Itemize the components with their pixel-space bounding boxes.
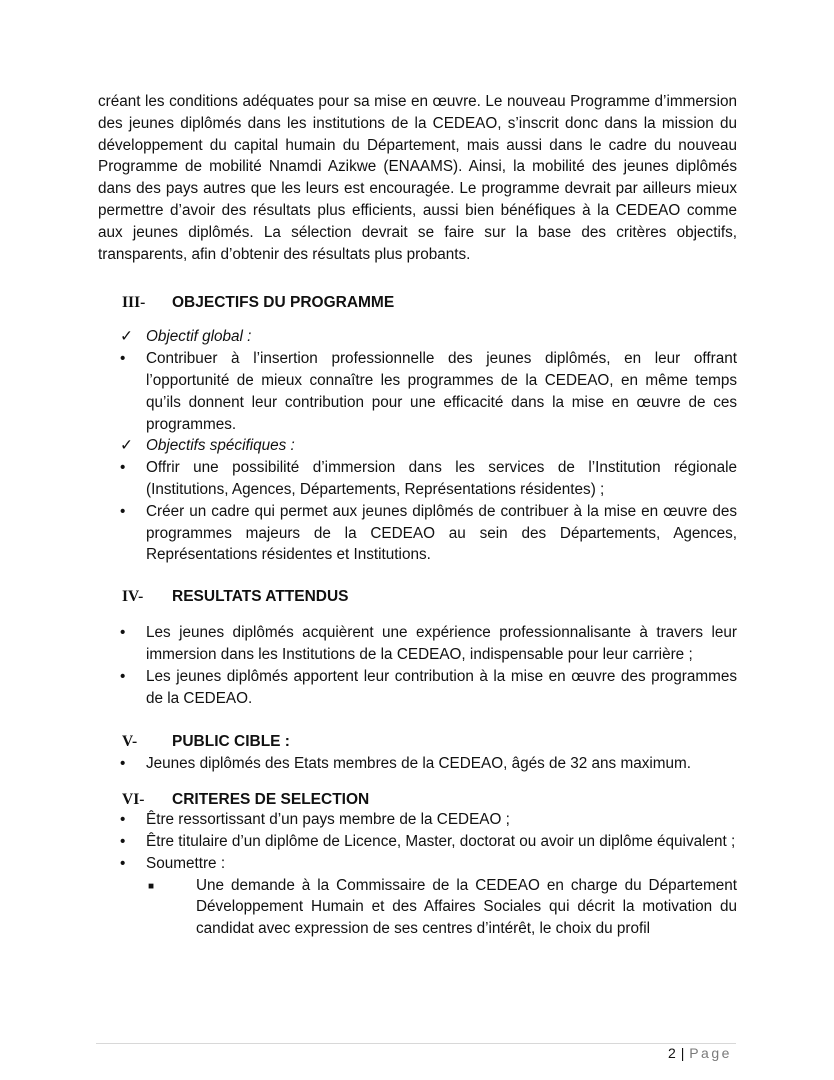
list-item: • Jeunes diplômés des Etats membres de la CEDEAO, âgés de 32 ans maximum. (98, 753, 737, 775)
section-6-title: CRITERES DE SELECTION (172, 791, 370, 809)
document-page (98, 91, 737, 940)
objective-global-label: ✓ Objectif global : (98, 326, 737, 348)
sub-list-item: ■ Une demande à la Commissaire de la CEDEAO en charge du Département Développement Humain et des Affaires Sociales qui décrit la motivation du candidat avec expression de ses centres d’intérêt, le choix du profil (148, 876, 737, 938)
bullet-icon: • (120, 502, 126, 520)
footer-divider (96, 1043, 736, 1044)
section-6-number: VI- (122, 791, 145, 809)
bullet-icon: • (120, 624, 126, 642)
section-5-title: PUBLIC CIBLE : (172, 733, 290, 751)
section-6-body (98, 809, 737, 940)
bullet-icon: • (120, 811, 126, 829)
bullet-icon: • (120, 459, 126, 477)
list-item: • Offrir une possibilité d’immersion dans les services de l’Institution régionale (Institutions, Agences, Départements, Représentations résidentes) ; (98, 457, 737, 501)
square-bullet-icon: ■ (148, 880, 155, 892)
list-item: • Contribuer à l’insertion professionnelle des jeunes diplômés, en leur offrant l’opportunité de mieux connaître les programmes de la CEDEAO, en même temps qu’ils donnent leur contribution pour une efficacité dans la mise en œuvre de ces programmes. (98, 348, 737, 435)
list-item: • Créer un cadre qui permet aux jeunes diplômés de contribuer à la mise en œuvre des programmes majeurs de la CEDEAO au sein des Départements, Agences, Représentations résidentes et Institutions. (98, 501, 737, 566)
section-4-heading (98, 588, 737, 606)
bullet-icon: • (120, 755, 126, 773)
section-5-number: V- (122, 733, 138, 751)
bullet-icon: • (120, 832, 126, 850)
bullet-icon: • (120, 350, 126, 368)
list-item: • Être titulaire d’un diplôme de Licence, Master, doctorat ou avoir un diplôme équivalent ; (98, 831, 737, 853)
page-separator: | (680, 1045, 685, 1061)
list-item: • Les jeunes diplômés apportent leur contribution à la mise en œuvre des programmes de la CEDEAO. (98, 666, 737, 710)
section-4-number: IV- (122, 588, 144, 606)
page-label: Page (689, 1045, 732, 1061)
section-4-title: RESULTATS ATTENDUS (172, 588, 349, 606)
checkmark-icon: ✓ (120, 437, 133, 455)
intro-paragraph: créant les conditions adéquates pour sa mise en œuvre. Le nouveau Programme d’immersion des jeunes diplômés dans les institutions de la CEDEAO, s’inscrit donc dans la mission du développement du capital humain du Département, mais aussi dans le cadre du nouveau Programme de mobilité Nnamdi Azikwe (ENAAMS). Ainsi, la mobilité des jeunes diplômés dans des pays autres que les leurs est encouragée. Le programme devrait par ailleurs mieux permettre d’avoir des résultats plus efficients, aussi bien bénéfiques à la CEDEAO comme aux jeunes diplômés. La sélection devrait se faire sur la base des critères objectifs, transparents, afin d’obtenir des résultats plus probants. (98, 93, 737, 263)
section-3-heading (98, 294, 737, 312)
section-5-heading (98, 733, 737, 751)
objective-specific-label: ✓ Objectifs spécifiques : (98, 435, 737, 457)
page-footer (668, 1045, 732, 1061)
section-6-heading (98, 791, 737, 809)
bullet-icon: • (120, 667, 126, 685)
section-5-body (98, 753, 737, 775)
checkmark-icon: ✓ (120, 328, 133, 346)
list-item: • Les jeunes diplômés acquièrent une expérience professionnalisante à travers leur immersion dans les Institutions de la CEDEAO, indispensable pour leur carrière ; (98, 622, 737, 666)
list-item: • Être ressortissant d’un pays membre de la CEDEAO ; (98, 809, 737, 831)
section-4-body (98, 622, 737, 709)
page-number: 2 (668, 1045, 677, 1061)
list-item: • Soumettre : (98, 853, 737, 875)
section-3-body (98, 326, 737, 566)
bullet-icon: • (120, 854, 126, 872)
section-3-number: III- (122, 294, 146, 312)
section-3-title: OBJECTIFS DU PROGRAMME (172, 294, 395, 312)
